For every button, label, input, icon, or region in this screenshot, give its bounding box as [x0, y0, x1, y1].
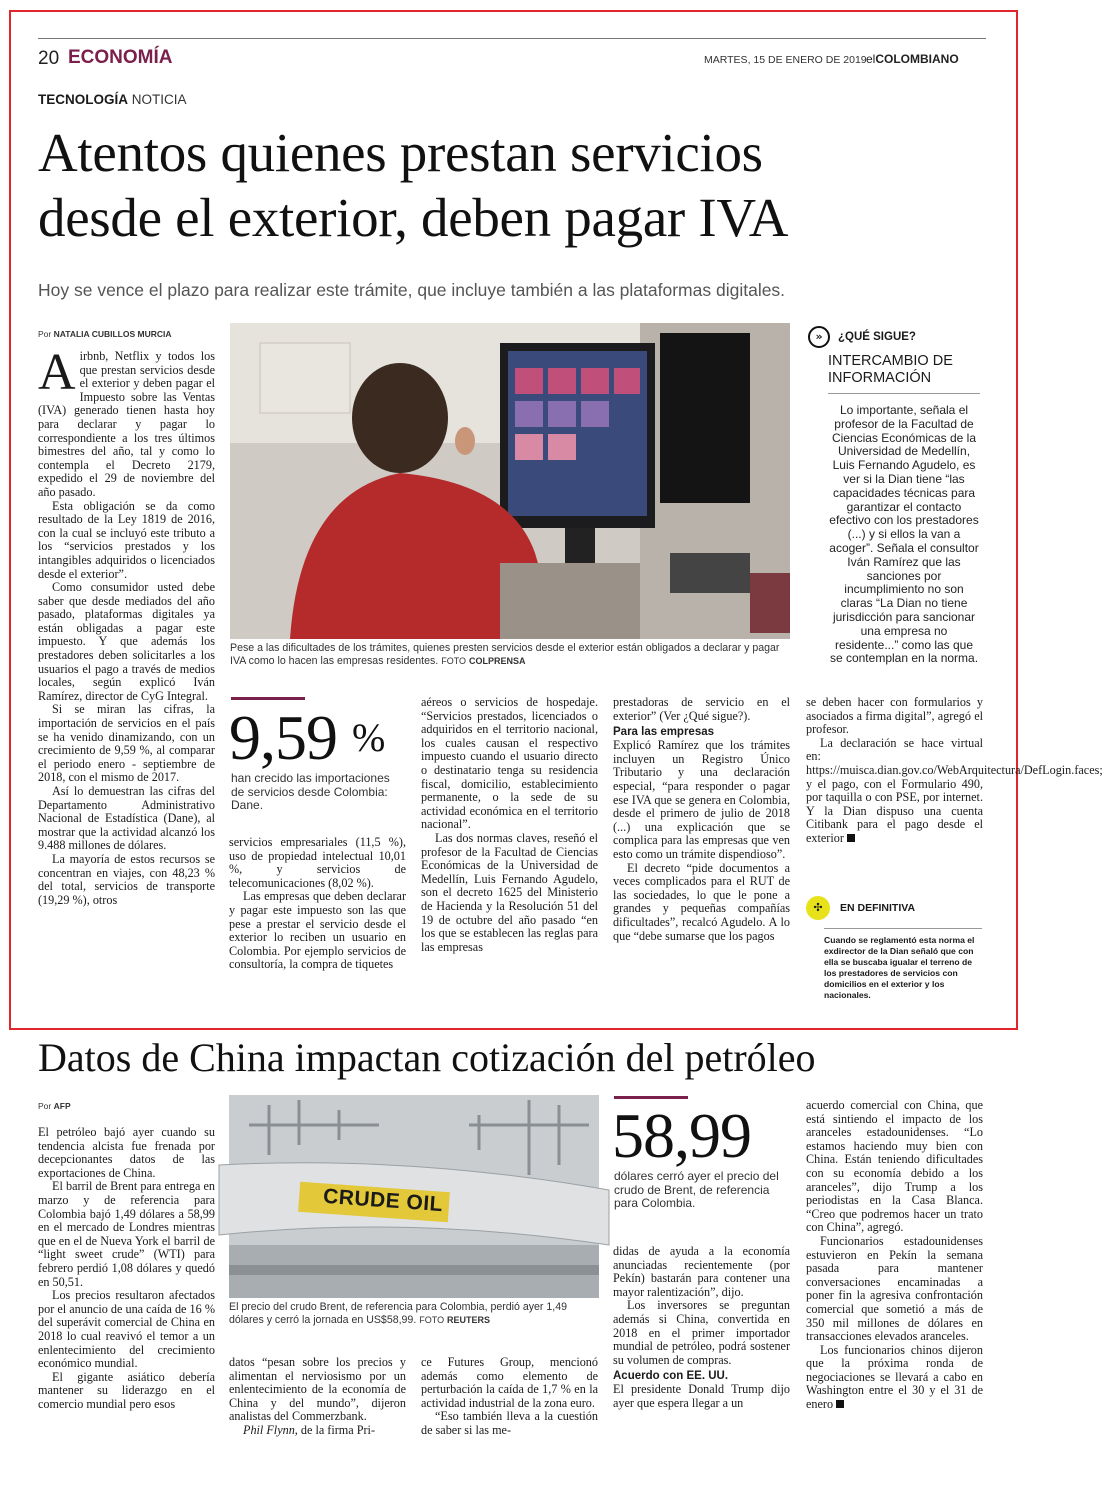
paragraph: Si se miran las cifras, la importación de servicios en el país se ha venido dinamizando, con un crecimiento de 9,59 %, al comparar el periodo enero - septiembre de 2018, con el mismo de 2017.: [38, 702, 215, 785]
paragraph: Como consumidor usted debe saber que desde mediados del año pasado, plataformas digitales ya están obligadas a pagar este impuesto. Y que además los prestadores deben solicitarles a los usuarios el pago a través de medios locales, según explicó Iván Ramírez, director de CyG Integral.: [38, 580, 215, 703]
article1-column-2: [229, 836, 406, 972]
article2-column-1: [38, 1126, 215, 1411]
paragraph: Los precios resultaron afectados por el anuncio de una caída de 16 % del superávit comercial de China en 2018 lo cual reavivó el temor a un enlentecimiento del crecimiento económico mundial.: [38, 1288, 215, 1371]
article1-column-3: [421, 696, 598, 954]
masthead: [866, 52, 959, 66]
four-diamonds-icon: ✣: [806, 896, 830, 920]
stat-description-2: dólares cerró ayer el precio del crudo de Brent, de referencia para Colombia.: [614, 1169, 779, 1210]
stat-accent-bar: [231, 697, 305, 700]
paragraph: Los funcionarios chinos dijeron que la próxima ronda de negociaciones se llevará a cabo en Washington entre el 30 y el 31 de enero: [806, 1342, 983, 1412]
double-chevron-icon: »: [808, 326, 830, 348]
main-photo: [230, 323, 790, 639]
headline: [38, 120, 998, 250]
article1-column-1: [38, 344, 215, 907]
byline-author: AFP: [53, 1101, 71, 1111]
paragraph: La mayoría de estos recursos se concentran en viajes, con 48,23 % del total, servicios de transporte (19,29 %), otros: [38, 851, 215, 907]
paragraph: El decreto “pide documentos a veces complicados para el RUT de las sociedades, lo que le pone a grandes y pequeñas compañías dificultades”, recalcó Agudelo. A lo que “debe sumarse que los pagos: [613, 860, 790, 943]
pipe-label: CRUDE OIL: [322, 1184, 444, 1217]
page-number: 20: [38, 48, 60, 69]
kicker-type: NOTICIA: [131, 92, 187, 107]
article2-column-4: [613, 1245, 790, 1411]
sidebar-label: ¿QUÉ SIGUE?: [838, 331, 916, 343]
paragraph: Así lo demuestran las cifras del Departamento Administrativo Nacional de Estadística (Dane), al mostrar que la actividad alcanzó los 9.488 millones de dólares.: [38, 784, 215, 853]
paragraph: El barril de Brent para entrega en marzo y de referencia para Colombia bajó 1,49 dólares a 58,99 en el mercado de Londres mientras que en el de Nueva York el barril de “light sweet crude” (WTI) para febrero perdió 1,08 dólares y quedó en 50,51.: [38, 1179, 215, 1289]
article2-column-5: [806, 1099, 983, 1412]
kicker: [38, 92, 187, 107]
caption-text: El precio del crudo Brent, de referencia para Colombia, perdió ayer 1,49 dólares y cerró la jornada en US$58,99.: [229, 1301, 568, 1326]
paragraph: Los inversores se preguntan además si China, convertida en 2018 en el primer importador mundial de petróleo, podrá sostener su volumen de compras.: [613, 1298, 790, 1367]
credit-prefix: FOTO: [441, 656, 467, 666]
sidebar-title: INTERCAMBIO DE INFORMACIÓN: [828, 353, 980, 394]
byline: [38, 329, 172, 339]
credit-prefix: FOTO: [419, 1315, 445, 1325]
paragraph: El petróleo bajó ayer cuando su tendencia alcista fue frenada por decepcionantes datos de las exportaciones de China.: [38, 1125, 215, 1180]
stat-value-2: 58,99: [612, 1100, 751, 1171]
en-definitiva-box: [806, 896, 982, 1001]
stat-unit: %: [352, 715, 385, 760]
paragraph: datos “pesan sobre los precios y alimentan el nerviosismo por un enlentecimiento de la economía de China y del mundo”, dijeron analistas del Commerzbank.: [229, 1355, 406, 1424]
stat-accent-bar-2: [614, 1096, 688, 1099]
paragraph: Las empresas que deben declarar y pagar este impuesto son las que pese a prestar el servicio desde el exterior lo reciben un usuario en Colombia. Por ejemplo servicios de consultoría, la compra de tiquetes: [229, 889, 406, 972]
kicker-category: TECNOLOGÍA: [38, 92, 128, 107]
paragraph: prestadoras de servicio en el exterior” (Ver ¿Qué sigue?).: [613, 695, 790, 723]
sidebar-que-sigue: [808, 326, 980, 666]
byline-prefix: Por: [38, 329, 52, 339]
paragraph: Funcionarios estadounidenses estuvieron en Pekín la semana pasada para mantener conversaciones encaminadas a poner fin la agresiva confrontación comercial que sometió a más de 350 mil millones de dólares en transacciones elevados aranceles.: [806, 1233, 983, 1344]
paragraph: Explicó Ramírez que los trámites incluyen un Registro Único Tributario y una declaración especial, “para responder o pagar ese IVA que se genera en Colombia, desde el primero de julio de 2018 (...) una explicación que se complica para las empresas que ven esto como un trámite dispendioso”.: [613, 738, 790, 861]
paragraph: El presidente Donald Trump dijo ayer que espera llegar a un: [613, 1382, 790, 1410]
paragraph: didas de ayuda a la economía anunciadas recientemente (por Pekín) bastarán para contener una mayor ralentización”, dijo.: [613, 1244, 790, 1299]
paragraph: se deben hacer con formularios y asociados a firma digital”, agregó el profesor.: [806, 695, 983, 737]
headline-article-2: Datos de China impactan cotización del petróleo: [38, 1035, 816, 1080]
headline-line-2: desde el exterior, deben pagar IVA: [38, 187, 789, 248]
section-name: ECONOMÍA: [68, 47, 173, 68]
paragraph: Esta obligación se da como resultado de la Ley 1819 de 2016, con la cual se incluyó este tributo a los “servicios prestados y los intangibles adquiridos o licenciados desde el exterior”.: [38, 498, 215, 581]
drop-cap: A: [38, 344, 76, 401]
headline-line-1: Atentos quienes prestan servicios: [38, 122, 763, 183]
paragraph: La declaración se hace virtual en: https://muisca.dian.gov.co/WebArquitectura/DefLogin.faces; y el pago, con el Formulario 490, por taquilla o con PSE, por internet. Y la Dian dispuso una cuenta Citibank para el pago desde el exterior: [806, 735, 1103, 845]
office-worker-illustration: [230, 323, 790, 639]
paragraph: servicios empresariales (11,5 %), uso de propiedad intelectual 10,01 %, y servicios de telecomunicaciones (8,02 %).: [229, 835, 406, 890]
masthead-prefix: el: [866, 52, 876, 66]
photo-credit: REUTERS: [447, 1315, 491, 1325]
stat-value: [229, 702, 385, 773]
stat-number: 9,59: [229, 702, 337, 773]
paragraph: aéreos o servicios de hospedaje. “Servicios prestados, licenciados o adquiridos en el territorio nacional, los cuales causan el respectivo impuesto cuando el usuario directo o destinatario tenga su residencia fiscal, domicilio, establecimiento permanente, o la sede de su actividad económica en el territorio nacional”.: [421, 695, 598, 832]
byline-prefix: Por: [38, 1101, 52, 1111]
subhead: Acuerdo con EE. UU.: [613, 1370, 729, 1383]
byline-author: NATALIA CUBILLOS MURCIA: [53, 329, 172, 339]
stat-description: han crecido las importaciones de servicios desde Colombia: Dane.: [231, 771, 390, 812]
article2-column-3: [421, 1356, 598, 1438]
paragraph: irbnb, Netflix y todos los que prestan servicios desde el exterior y deben pagar el Impuesto sobre las Ventas (IVA) generado tienen hasta hoy para declarar y pagar lo correspondiente a los tres últimos bimestres del año, tal y como lo contempla el Decreto 2179, expedido el 29 de noviembre del año pasado.: [38, 349, 215, 499]
paragraph: “Eso también lleva a la cuestión de saber si las me-: [421, 1409, 598, 1437]
paragraph: acuerdo comercial con China, que está sintiendo el impacto de los aranceles estadounidenses. “Lo estamos haciendo muy bien con China. Están teniendo dificultades con su economía debido a los aranceles”, dijo Trump a los periodistas en la Casa Blanca. “Creo que podremos hacer un trato con China”, agregó.: [806, 1098, 983, 1235]
sidebar-body: Lo importante, señala el profesor de la Facultad de Ciencias Económicas de la Universidad de Medellín, Luis Fernando Agudelo, es ver si la Dian tiene “las capacidades técnicas para garantizar el contacto efectivo con los prestadores (...) y si ellos la van a acoger”. Señala el consultor Iván Ramírez que las sanciones por incumplimiento no son claras “La Dian no tiene jurisdicción para sancionar una empresa no residente...” como las que se contemplan en la norma.: [829, 403, 979, 666]
pipeline-photo: [229, 1095, 599, 1298]
issue-date: MARTES, 15 DE ENERO DE 2019: [704, 54, 867, 66]
photo-caption: [230, 642, 790, 668]
paragraph: ce Futures Group, mencionó además como elemento de perturbación la caída de 1,7 % en la actividad industrial de la zona euro.: [421, 1355, 598, 1410]
photo-caption-article-2: [229, 1301, 599, 1327]
byline-article-2: [38, 1101, 71, 1111]
article2-column-2: [229, 1356, 406, 1438]
header-rule: [38, 38, 986, 39]
article1-column-5: [806, 695, 1103, 846]
paragraph: de la firma Pri-: [300, 1422, 376, 1437]
en-definitiva-body: Cuando se reglamentó esta norma el exdirector de la Dian señaló que con ella se buscaba igualar el terreno de los prestadores de servicios con domicilios en el exterior y los nacionales.: [824, 928, 982, 1001]
deck: Hoy se vence el plazo para realizar este trámite, que incluye también a las plataformas digitales.: [38, 280, 786, 300]
article1-column-4: [613, 696, 790, 943]
masthead-name: COLOMBIANO: [875, 52, 959, 66]
en-definitiva-label: EN DEFINITIVA: [840, 902, 916, 914]
subhead: Para las empresas: [613, 726, 715, 739]
paragraph: Las dos normas claves, reseñó el profesor de la Facultad de Ciencias Económicas de la Universidad de Medellín, Luis Fernando Agudelo, son el decreto 1625 del Ministerio de Hacienda y la Resolución 51 del 19 de octubre del año pasado “en los que se establecen las reglas para las empresas: [421, 830, 598, 954]
end-mark-icon: [847, 834, 855, 842]
quoted-name: Phil Flynn,: [243, 1422, 298, 1437]
photo-credit: COLPRENSA: [469, 656, 526, 666]
paragraph: El gigante asiático debería mantener su liderazgo en el comercio mundial pero esos: [38, 1369, 215, 1411]
end-mark-icon: [836, 1400, 844, 1408]
caption-text: Pese a las dificultades de los trámites, quienes presten servicios desde el exterior están obligados a declarar y pagar IVA como lo hacen las empresas residentes.: [230, 642, 780, 667]
